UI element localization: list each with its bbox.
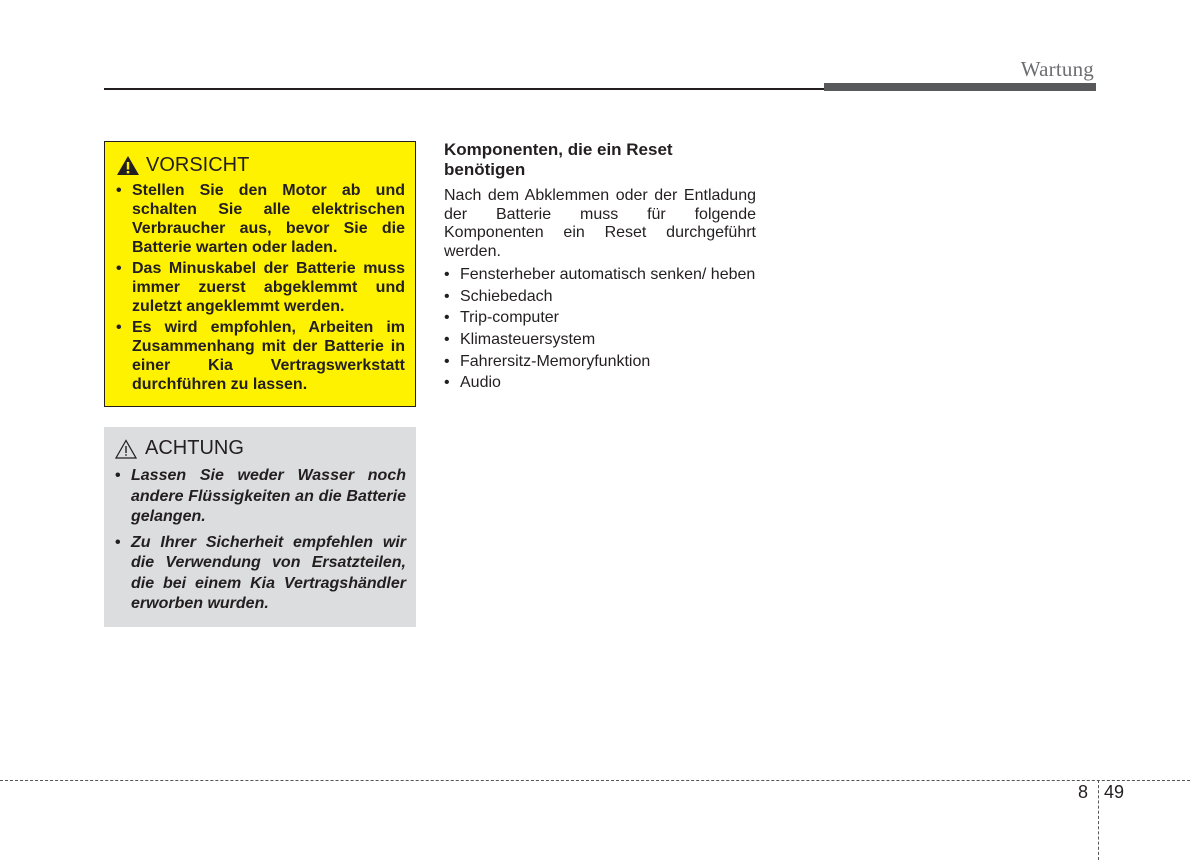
caution-box <box>104 141 416 407</box>
header-rule <box>104 88 826 90</box>
warning-outline-icon <box>115 439 137 459</box>
caution-header <box>116 154 405 177</box>
caution-item: • Stellen Sie den Motor ab und schalten Sie alle elektrischen Verbraucher aus, bevor Sie die Batterie warten oder laden. <box>116 181 405 257</box>
list-item: • Audio <box>444 374 756 393</box>
list-item: • Fensterheber automatisch senken/ heben <box>444 266 756 285</box>
notice-item: • Lassen Sie weder Wasser noch andere Flüssigkeiten an die Batterie gelangen. <box>115 466 406 528</box>
list-item: • Fahrersitz-Memoryfunktion <box>444 353 756 372</box>
notice-list <box>115 466 406 615</box>
footer-rule <box>0 780 1190 781</box>
chapter-number: 8 <box>1078 782 1089 802</box>
caution-list <box>116 181 405 394</box>
footer-divider <box>1098 780 1099 860</box>
notice-box <box>104 427 416 627</box>
reset-section <box>444 140 756 396</box>
caution-title: VORSICHT <box>146 154 250 176</box>
reset-heading: Komponenten, die ein Reset benötigen <box>444 140 673 179</box>
notice-item: • Zu Ihrer Sicherheit empfehlen wir die Verwendung von Ersatzteilen, die bei einem Kia Vertragshändler erworben wurden. <box>115 533 406 615</box>
warning-triangle-icon <box>116 155 140 176</box>
list-item: • Klimasteuersystem <box>444 331 756 350</box>
page-number: 49 <box>1104 782 1125 802</box>
list-item: • Schiebedach <box>444 288 756 307</box>
notice-header <box>115 437 406 460</box>
section-title: Wartung <box>1020 57 1094 81</box>
caution-item: • Das Minuskabel der Batterie muss immer zuerst abgeklemmt und zuletzt angeklemmt werden. <box>116 259 405 316</box>
reset-list <box>444 266 756 393</box>
notice-title: ACHTUNG <box>145 437 244 459</box>
caution-item: • Es wird empfohlen, Arbeiten im Zusammenhang mit der Batterie in einer Kia Vertragswerkstatt durchführen zu lassen. <box>116 318 405 394</box>
list-item: • Trip-computer <box>444 309 756 328</box>
reset-intro: Nach dem Abklemmen oder der Entladung der Batterie muss für folgende Komponenten ein Reset durchgeführt werden. <box>444 187 756 261</box>
header-rule-accent <box>824 83 1096 91</box>
